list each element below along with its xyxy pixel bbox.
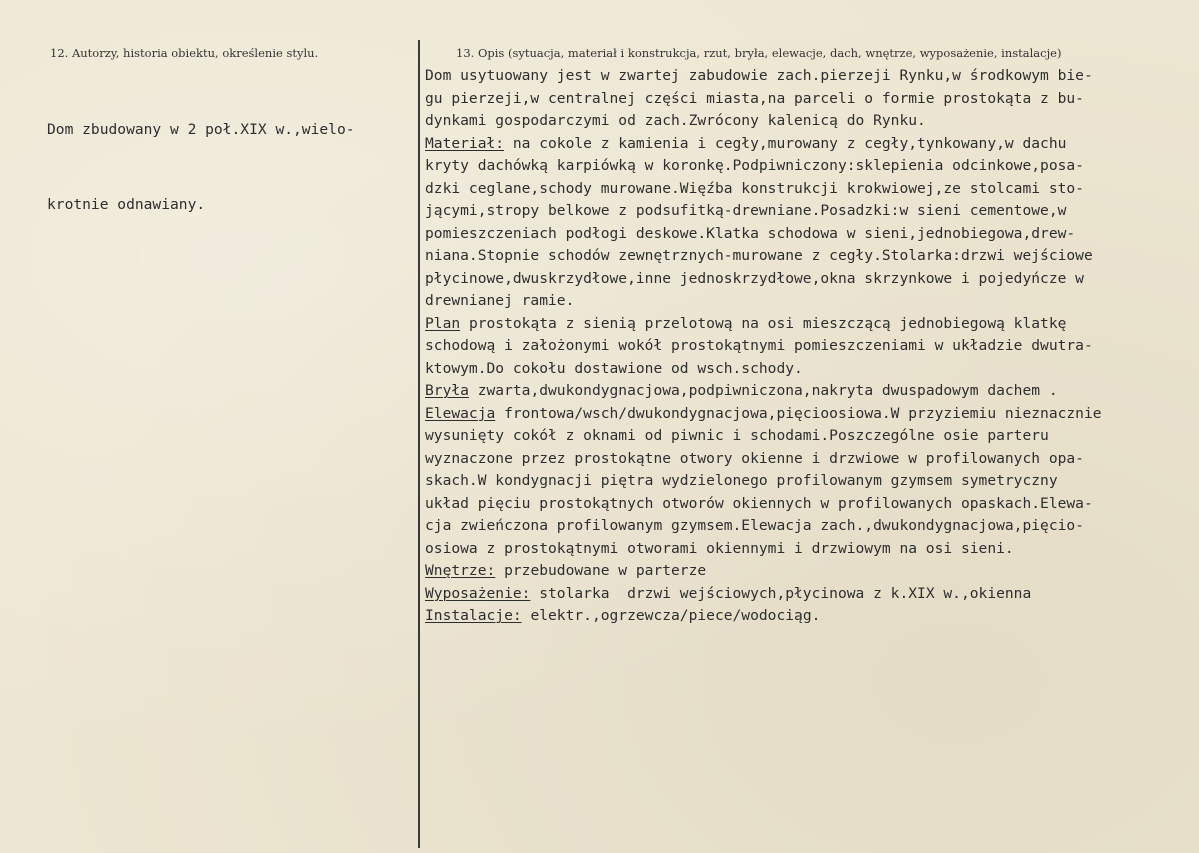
- section-13-line-text: ktowym.Do cokołu dostawione od wsch.schody.: [425, 359, 803, 377]
- section-13-line-text: cja zwieńczona profilowanym gzymsem.Elewacja zach.,dwukondygnacjowa,pięcio-: [425, 517, 1084, 534]
- section-13-line: [425, 245, 1197, 268]
- section-13-line-text: Dom usytuowany jest w zwartej zabudowie zach.pierzeji Rynku,w środkowym bie-: [425, 67, 1093, 84]
- section-13-line-text: schodową i założonymi wokół prostokątnymi pomieszczeniami w układzie dwutra-: [425, 337, 1093, 354]
- section-13-line: [425, 493, 1197, 516]
- section-13-line-text: drewnianej ramie.: [425, 292, 575, 309]
- section-13-line-text: skach.W kondygnacji piętra wydzielonego profilowanym gzymsem symetryczny: [425, 472, 1058, 489]
- section-13-line: [425, 268, 1197, 291]
- section-13-line: [425, 470, 1197, 493]
- section-13-line: [425, 425, 1197, 448]
- section-13-line-text: frontowa/wsch/dwukondygnacjowa,pięcioosiowa.W przyziemiu nieznacznie: [495, 404, 1102, 422]
- section-13-line: [425, 133, 1197, 156]
- section-13-line: [425, 380, 1197, 403]
- section-13-line-text: przebudowane w parterze: [495, 562, 707, 579]
- section-13-line: [425, 223, 1197, 246]
- section-13-line: [425, 538, 1197, 561]
- section-13-line: [425, 605, 1197, 628]
- section-13-line: [425, 110, 1197, 133]
- section-13-line-text: pomieszczeniach podłogi deskowe.Klatka schodowa w sieni,jednobiegowa,drew-: [425, 224, 1076, 242]
- section-13-line-text: na cokole z kamienia i cegły,murowany z cegły,tynkowany,w dachu: [504, 134, 1067, 152]
- section-13-line: [425, 155, 1197, 178]
- section-13-body: [425, 65, 1197, 628]
- section-13-header: 13. Opis (sytuacja, materiał i konstrukcja, rzut, bryła, elewacje, dach, wnętrze, wyposażenie, instalacje): [456, 46, 1062, 60]
- column-divider: [418, 40, 420, 848]
- section-13-line-text: płycinowe,dwuskrzydłowe,inne jednoskrzydłowe,okna skrzynkowe i pojedyńcze w: [425, 269, 1084, 287]
- section-13-subheading: Materiał:: [425, 134, 505, 152]
- section-13-line: [425, 65, 1197, 88]
- section-13-line-text: dynkami gospodarczymi od zach.Zwrócony kalenicą do Rynku.: [425, 112, 926, 129]
- section-13-line-text: niana.Stopnie schodów zewnętrznych-murowane z cegły.Stolarka:drzwi wejściowe: [425, 247, 1093, 264]
- section-12-header: 12. Autorzy, historia obiektu, określenie stylu.: [50, 46, 319, 60]
- section-13-subheading: Instalacje:: [425, 607, 522, 624]
- section-13-line-text: zwarta,dwukondygnacjowa,podpiwniczona,nakryta dwuspadowym dachem .: [468, 382, 1058, 399]
- section-13-subheading: Elewacja: [425, 404, 496, 422]
- section-12-body: [47, 67, 412, 267]
- section-13-line: [425, 448, 1197, 471]
- section-13-line-text: jącymi,stropy belkowe z podsufitką-drewniane.Posadzki:w sieni cementowe,w: [425, 202, 1067, 219]
- section-13-line: [425, 88, 1197, 111]
- section-13-subheading: Bryła: [425, 382, 469, 399]
- section-13-subheading: Wyposażenie:: [425, 584, 531, 602]
- section-13-line: [425, 583, 1197, 606]
- section-13-line: [425, 313, 1197, 336]
- section-13-line-text: dzki ceglane,schody murowane.Więźba konstrukcji krokwiowej,ze stolcami sto-: [425, 179, 1084, 197]
- section-13-line-text: kryty dachówką karpiówką w koronkę.Podpiwniczony:sklepienia odcinkowe,posa-: [425, 157, 1084, 174]
- section-13-line-text: stolarka drzwi wejściowych,płycinowa z k.XIX w.,okienna: [530, 584, 1032, 602]
- section-12-line: Dom zbudowany w 2 poł.XIX w.,wielo-: [47, 121, 355, 138]
- section-13-line: [425, 178, 1197, 201]
- section-13-line-text: układ pięciu prostokątnych otworów okiennych w profilowanych opaskach.Elewa-: [425, 494, 1093, 512]
- section-12-line: krotnie odnawiany.: [47, 196, 206, 213]
- section-13-line: [425, 560, 1197, 583]
- section-13-line: [425, 515, 1197, 538]
- section-13-line-text: wyznaczone przez prostokątne otwory okienne i drzwiowe w profilowanych opa-: [425, 449, 1084, 467]
- section-13-line: [425, 290, 1197, 313]
- section-13-line-text: elektr.,ogrzewcza/piece/wodociąg.: [521, 607, 821, 624]
- section-13-line-text: prostokąta z sienią przelotową na osi mieszczącą jednobiegową klatkę: [460, 314, 1067, 332]
- section-13-subheading: Plan: [425, 314, 461, 332]
- section-13-line-text: wysunięty cokół z oknami od piwnic i schodami.Poszczególne osie parteru: [425, 427, 1049, 444]
- section-13-line: [425, 200, 1197, 223]
- section-13-line-text: osiowa z prostokątnymi otworami okiennymi i drzwiowym na osi sieni.: [425, 539, 1014, 557]
- section-13-line: [425, 335, 1197, 358]
- section-13-subheading: Wnętrze:: [425, 562, 496, 579]
- section-13-line: [425, 358, 1197, 381]
- section-13-line: [425, 403, 1197, 426]
- section-13-line-text: gu pierzeji,w centralnej części miasta,na parceli o formie prostokąta z bu-: [425, 89, 1084, 107]
